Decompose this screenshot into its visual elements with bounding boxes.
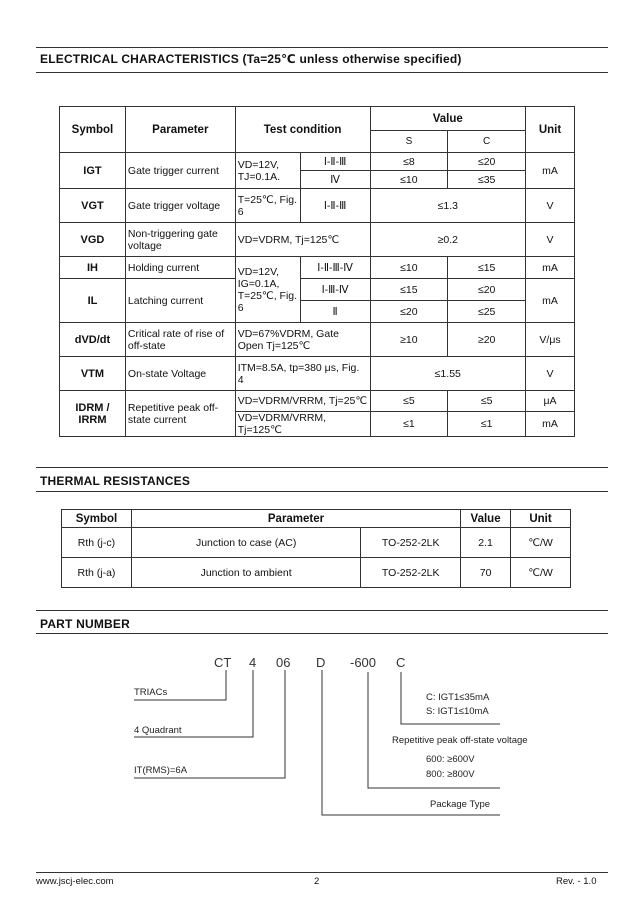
vgd-unit: V xyxy=(526,223,575,257)
col-value: Value xyxy=(370,107,526,131)
label-s: S: IGT1≤10mA xyxy=(426,706,489,717)
vtm-cond: ITM=8.5A, tp=380 μs, Fig. 4 xyxy=(235,357,370,391)
igt-symbol: IGT xyxy=(60,153,126,189)
vgt-q: Ⅰ-Ⅱ-Ⅲ xyxy=(300,189,370,223)
rth-jc-symbol: Rth (j-c) xyxy=(62,528,132,558)
igt-param: Gate trigger current xyxy=(125,153,235,189)
label-600: 600: ≥600V xyxy=(426,754,475,765)
vgd-val: ≥0.2 xyxy=(370,223,526,257)
rth-ja-unit: ℃/W xyxy=(511,558,571,588)
label-c: C: IGT1≤35mA xyxy=(426,692,490,703)
rth-ja-pkg: TO-252-2LK xyxy=(361,558,461,588)
igt-q1: Ⅰ-Ⅱ-Ⅲ xyxy=(300,153,370,171)
il-c1: ≤20 xyxy=(448,279,526,301)
part-title: PART NUMBER xyxy=(40,617,130,631)
il-q1: Ⅰ-Ⅲ-Ⅳ xyxy=(300,279,370,301)
th-symbol: Symbol xyxy=(62,510,132,528)
il-q2: Ⅱ xyxy=(300,301,370,323)
th-value: Value xyxy=(461,510,511,528)
ih-q: Ⅰ-Ⅱ-Ⅲ-Ⅳ xyxy=(300,257,370,279)
col-s: S xyxy=(370,131,448,153)
rth-jc-unit: ℃/W xyxy=(511,528,571,558)
rth-jc-param: Junction to case (AC) xyxy=(131,528,360,558)
part-c: C xyxy=(396,655,406,670)
ih-s: ≤10 xyxy=(370,257,448,279)
idrm-u1: μA xyxy=(526,391,575,412)
vgt-unit: V xyxy=(526,189,575,223)
label-800: 800: ≥800V xyxy=(426,769,475,780)
revision: Rev. - 1.0 xyxy=(556,876,597,887)
il-param: Latching current xyxy=(125,279,235,323)
ih-c: ≤15 xyxy=(448,257,526,279)
igt-cond: VD=12V, TJ=0.1A. xyxy=(235,153,300,189)
col-parameter: Parameter xyxy=(125,107,235,153)
il-unit: mA xyxy=(526,279,575,323)
th-parameter: Parameter xyxy=(131,510,460,528)
part-4: 4 xyxy=(249,655,257,670)
idrm-cond2: VD=VDRM/VRRM, Tj=125℃ xyxy=(235,412,370,437)
il-c2: ≤25 xyxy=(448,301,526,323)
idrm-symbol: IDRM / IRRM xyxy=(60,391,126,437)
footer-url[interactable]: www.jscj-elec.com xyxy=(36,876,114,887)
igt-q2: Ⅳ xyxy=(300,171,370,189)
dvdt-cond: VD=67%VDRM, Gate Open Tj=125℃ xyxy=(235,323,370,357)
col-symbol: Symbol xyxy=(60,107,126,153)
il-symbol: IL xyxy=(60,279,126,323)
igt-unit: mA xyxy=(526,153,575,189)
vgt-val: ≤1.3 xyxy=(370,189,526,223)
vgd-cond: VD=VDRM, Tj=125℃ xyxy=(235,223,370,257)
footer-rule xyxy=(36,872,608,873)
vtm-unit: V xyxy=(526,357,575,391)
dvdt-symbol: dVD/dt xyxy=(60,323,126,357)
vgd-param: Non-triggering gate voltage xyxy=(125,223,235,257)
vgd-symbol: VGD xyxy=(60,223,126,257)
idrm-u2: mA xyxy=(526,412,575,437)
igt-c2: ≤35 xyxy=(448,171,526,189)
ih-symbol: IH xyxy=(60,257,126,279)
label-quadrant: 4 Quadrant xyxy=(134,725,182,736)
col-c: C xyxy=(448,131,526,153)
igt-c1: ≤20 xyxy=(448,153,526,171)
il-s1: ≤15 xyxy=(370,279,448,301)
electrical-title: ELECTRICAL CHARACTERISTICS (Ta=25℃ unless otherwise specified) xyxy=(40,52,462,66)
idrm-s1: ≤5 xyxy=(370,391,448,412)
dvdt-s: ≥10 xyxy=(370,323,448,357)
rth-jc-val: 2.1 xyxy=(461,528,511,558)
page-number: 2 xyxy=(314,876,320,887)
rth-ja-param: Junction to ambient xyxy=(131,558,360,588)
vtm-param: On-state Voltage xyxy=(125,357,235,391)
dvdt-c: ≥20 xyxy=(448,323,526,357)
vtm-val: ≤1.55 xyxy=(370,357,526,391)
vgt-symbol: VGT xyxy=(60,189,126,223)
ih-param: Holding current xyxy=(125,257,235,279)
vgt-cond: T=25℃, Fig. 6 xyxy=(235,189,300,223)
rth-jc-pkg: TO-252-2LK xyxy=(361,528,461,558)
idrm-c1: ≤5 xyxy=(448,391,526,412)
igt-s1: ≤8 xyxy=(370,153,448,171)
rth-ja-val: 70 xyxy=(461,558,511,588)
vgt-param: Gate trigger voltage xyxy=(125,189,235,223)
idrm-c2: ≤1 xyxy=(448,412,526,437)
label-rep: Repetitive peak off-state voltage xyxy=(392,735,528,746)
col-test: Test condition xyxy=(235,107,370,153)
ih-unit: mA xyxy=(526,257,575,279)
part-06: 06 xyxy=(276,655,291,670)
il-s2: ≤20 xyxy=(370,301,448,323)
idrm-s2: ≤1 xyxy=(370,412,448,437)
part-ct: CT xyxy=(214,655,232,670)
dvdt-param: Critical rate of rise of off-state xyxy=(125,323,235,357)
label-package: Package Type xyxy=(430,799,491,810)
idrm-param: Repetitive peak off-state current xyxy=(125,391,235,437)
igt-s2: ≤10 xyxy=(370,171,448,189)
ih-cond: VD=12V, IG=0.1A, T=25℃, Fig. 6 xyxy=(235,257,300,323)
label-it: IT(RMS)=6A xyxy=(134,765,188,776)
vtm-symbol: VTM xyxy=(60,357,126,391)
part-d: D xyxy=(316,655,326,670)
thermal-title: THERMAL RESISTANCES xyxy=(40,474,191,488)
th-unit: Unit xyxy=(511,510,571,528)
dvdt-unit: V/μs xyxy=(526,323,575,357)
col-unit: Unit xyxy=(526,107,575,153)
rth-ja-symbol: Rth (j-a) xyxy=(62,558,132,588)
idrm-cond1: VD=VDRM/VRRM, Tj=25℃ xyxy=(235,391,370,412)
part-600: -600 xyxy=(350,655,377,670)
label-triacs: TRIACs xyxy=(134,687,168,698)
